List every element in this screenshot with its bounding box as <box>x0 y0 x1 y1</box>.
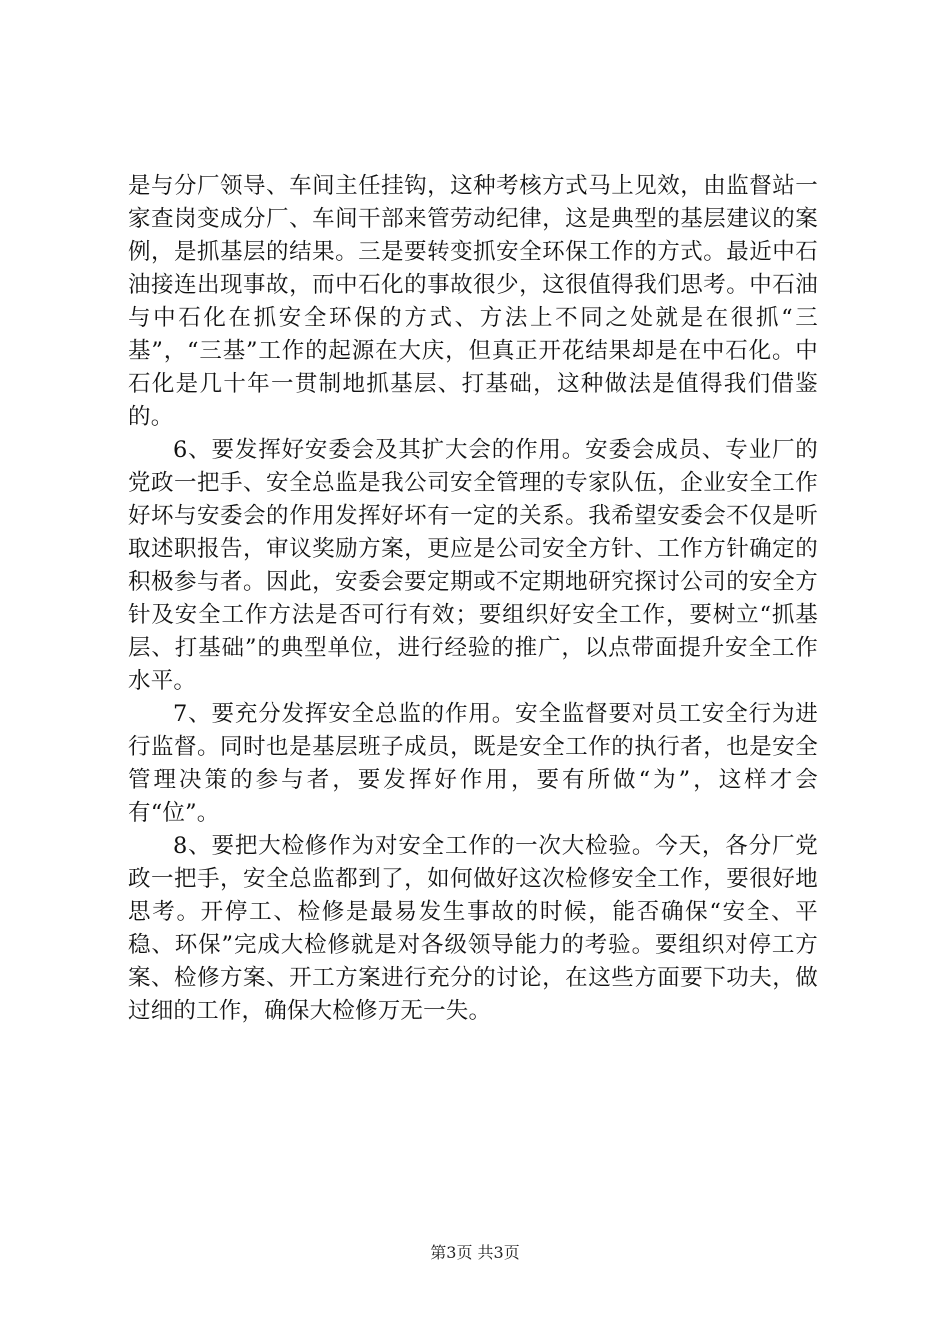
paragraph-continued: 是与分厂领导、车间主任挂钩，这种考核方式马上见效，由监督站一家查岗变成分厂、车间干部来管劳动纪律，这是典型的基层建议的案例，是抓基层的结果。三是要转变抓安全环保工作的方式。最近中石油接连出现事故，而中石化的事故很少，这很值得我们思考。中石油与中石化在抓安全环保的方式、方法上不同之处就是在很抓“三基”，“三基”工作的起源在大庆，但真正开花结果却是在中石化。中石化是几十年一贯制地抓基层、打基础，这种做法是值得我们借鉴的。 <box>128 173 818 430</box>
page-number-footer: 第3页 共3页 <box>430 1243 520 1262</box>
document-body <box>128 170 818 1028</box>
paragraph-item-8: 8、要把大检修作为对安全工作的一次大检验。今天，各分厂党政一把手，安全总监都到了，如何做好这次检修安全工作，要很好地思考。开停工、检修是最易发生事故的时候，能否确保“安全、平稳、环保”完成大检修就是对各级领导能力的考验。要组织对停工方案、检修方案、开工方案进行充分的讨论，在这些方面要下功夫，做过细的工作，确保大检修万无一失。 <box>128 833 818 1024</box>
paragraph-item-7: 7、要充分发挥安全总监的作用。安全监督要对员工安全行为进行监督。同时也是基层班子成员，既是安全工作的执行者，也是安全管理决策的参与者，要发挥好作用，要有所做“为”，这样才会有“位”。 <box>128 701 818 826</box>
paragraph-item-6: 6、要发挥好安委会及其扩大会的作用。安委会成员、专业厂的党政一把手、安全总监是我公司安全管理的专家队伍，企业安全工作好坏与安委会的作用发挥好坏有一定的关系。我希望安委会不仅是听取述职报告，审议奖励方案，更应是公司安全方针、工作方针确定的积极参与者。因此，安委会要定期或不定期地研究探讨公司的安全方针及安全工作方法是否可行有效；要组织好安全工作，要树立“抓基层、打基础”的典型单位，进行经验的推广，以点带面提升安全工作水平。 <box>128 437 818 694</box>
